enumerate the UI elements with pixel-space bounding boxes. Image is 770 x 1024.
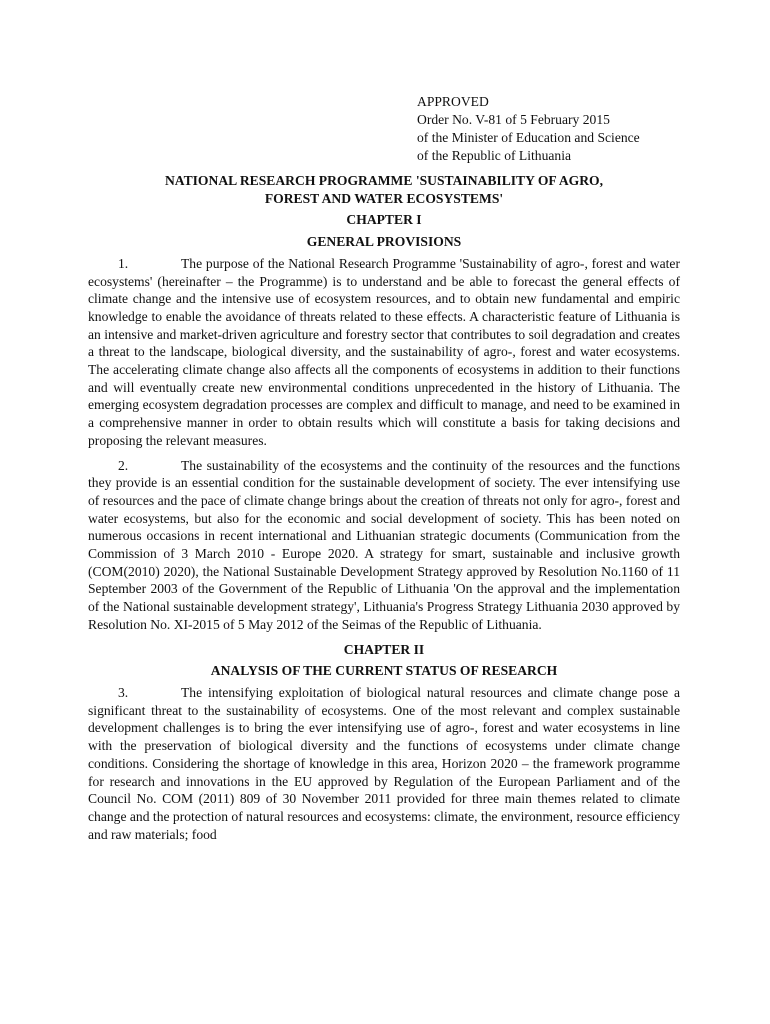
programme-title-line-1: NATIONAL RESEARCH PROGRAMME 'SUSTAINABILITY OF AGRO, — [164, 173, 604, 188]
paragraph-text: The purpose of the National Research Programme 'Sustainability of agro-, forest and water ecosystems' (hereinafter – the Programme) is to understand and be able to forecast the general effects of climate change and the intensive use of ecosystem resources, and to obtain new fundamental and empiric knowledge to enable the avoidance of threats related to these effects. A characteristic feature of Lithuania is an intensive and market-driven agriculture and forestry sector that contributes to soil degradation and creates a threat to the landscape, biological diversity, and the sustainability of agro-, forest and water ecosystems. The accelerating climate change also affects all the components of ecosystems in addition to their functions and will eventually create new environmental conditions unprecedented in the history of Lithuania. The emerging ecosystem degradation processes are complex and difficult to manage, and need to be examined in a comprehensive manner in order to obtain results which will constitute a basis for taking decisions and proposing the relevant measures. — [88, 255, 680, 448]
paragraph-3 — [88, 684, 680, 843]
approval-order: Order No. V-81 of 5 February 2015 — [417, 112, 610, 127]
paragraph-2 — [88, 457, 680, 634]
chapter-2-number: CHAPTER II — [343, 641, 425, 657]
programme-title — [88, 172, 680, 207]
chapter-1-number: CHAPTER I — [346, 212, 422, 228]
approval-minister: of the Minister of Education and Science — [417, 130, 640, 145]
paragraph-number: 2. — [118, 457, 129, 473]
approval-block — [417, 93, 640, 165]
chapter-2-title: ANALYSIS OF THE CURRENT STATUS OF RESEARCH — [210, 663, 558, 679]
document-body — [88, 172, 680, 850]
programme-title-line-2: FOREST AND WATER ECOSYSTEMS' — [264, 190, 504, 206]
approval-country: of the Republic of Lithuania — [417, 148, 572, 163]
paragraph-1 — [88, 255, 680, 450]
chapter-1-title: GENERAL PROVISIONS — [306, 234, 462, 250]
paragraph-text: The sustainability of the ecosystems and the continuity of the resources and the functions they provide is an essential condition for the sustainable development of society. The ever intensifying use of resources and the pace of climate change brings about the creation of threats not only for agro-, forest and water ecosystems, but also for the economic and social development of society. This has been noted on numerous occasions in recent international and Lithuanian strategic documents (Communication from the Commission of 3 March 2010 - Europe 2020. A strategy for smart, sustainable and inclusive growth (COM(2010) 2020), the National Sustainable Development Strategy approved by Resolution No.1160 of 11 September 2003 of the Government of the Republic of Lithuania 'On the approval and the implementation of the National sustainable development strategy', Lithuania's Progress Strategy Lithuania 2030 approved by Resolution No. XI-2015 of 5 May 2012 of the Seimas of the Republic of Lithuania. — [88, 457, 680, 632]
paragraph-number: 1. — [118, 255, 129, 271]
paragraph-number: 3. — [118, 684, 129, 700]
paragraph-text: The intensifying exploitation of biological natural resources and climate change pose a significant threat to the sustainability of ecosystems. One of the most relevant and complex sustainable development challenges is to bring the ever intensifying use of agro-, forest and water ecosystems in line with the preservation of biological diversity and the functions of ecosystems under climate change conditions. Considering the shortage of knowledge in this area, Horizon 2020 – the framework programme for research and innovations in the EU approved by Regulation of the European Parliament and of the Council No. COM (2011) 809 of 30 November 2011 provided for three main themes related to climate change and the protection of natural resources and ecosystems: climate, the environment, resource efficiency and raw materials; food — [88, 684, 680, 842]
approval-label: APPROVED — [417, 94, 489, 109]
